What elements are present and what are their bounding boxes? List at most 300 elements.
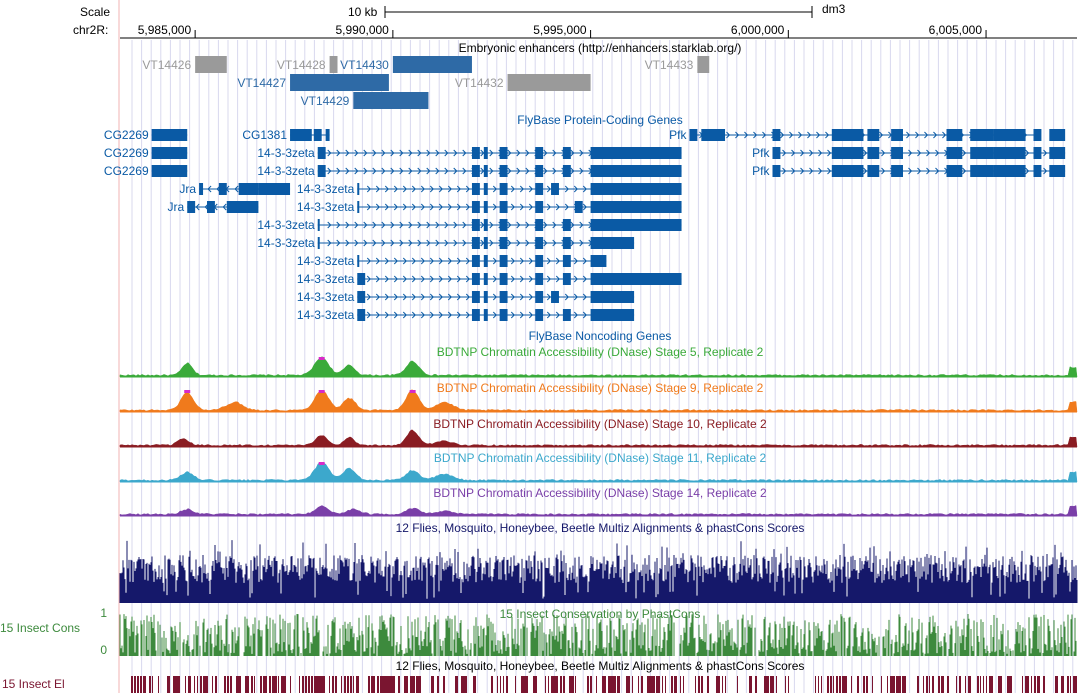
dnase-signal[interactable]: [120, 357, 1077, 378]
gene-exon: [1034, 129, 1042, 141]
conserved-element: [821, 676, 822, 693]
enhancer-label[interactable]: VT14430: [340, 58, 389, 72]
conserved-element: [626, 676, 629, 693]
gene-exon: [500, 183, 508, 195]
noncoding-genes-track-title: FlyBase Noncoding Genes: [528, 329, 672, 343]
conserved-element: [617, 676, 620, 693]
gene-exon: [207, 201, 215, 213]
gene-exon: [500, 219, 508, 231]
gene-label[interactable]: 14-3-3zeta: [296, 200, 355, 214]
gene-exon: [535, 219, 543, 231]
conserved-element: [983, 676, 984, 693]
conserved-element: [956, 676, 957, 693]
gene-exon: [484, 237, 488, 249]
conserved-element: [389, 676, 392, 693]
gene-exon: [227, 201, 259, 213]
conserved-element: [374, 676, 375, 693]
gene-feature[interactable]: [104, 164, 187, 178]
gene-feature[interactable]: [297, 182, 682, 196]
gene-feature[interactable]: [257, 236, 634, 250]
conserved-element: [437, 676, 439, 693]
gene-feature[interactable]: [297, 254, 607, 268]
conserved-element: [872, 676, 873, 693]
gene-exon: [357, 309, 365, 321]
conserved-element: [563, 676, 565, 693]
gene-exon: [314, 129, 322, 141]
gene-exon: [891, 129, 903, 141]
gene-exon: [591, 291, 635, 303]
conserved-element: [230, 676, 232, 693]
gene-exon: [535, 147, 543, 159]
conserved-element: [986, 676, 987, 693]
conserved-element: [917, 676, 919, 693]
conserved-element: [767, 676, 769, 693]
gene-exon: [326, 129, 330, 141]
gene-exon: [535, 255, 543, 267]
gene-exon: [472, 237, 480, 249]
gene-exon: [535, 183, 543, 195]
gene-label[interactable]: CG1381: [242, 128, 288, 142]
conserved-element: [314, 676, 317, 693]
conserved-element: [188, 676, 191, 693]
conserved-element: [281, 676, 284, 693]
conserved-element: [197, 676, 198, 693]
conserved-element: [749, 676, 752, 693]
gene-exon: [591, 237, 635, 249]
conserved-element: [611, 676, 614, 693]
conserved-element: [857, 676, 859, 693]
ruler: [73, 23, 1077, 38]
conserved-element: [353, 676, 354, 693]
conserved-element: [977, 676, 979, 693]
gene-feature[interactable]: [104, 146, 187, 160]
conserved-element: [755, 676, 757, 693]
gene-exon: [773, 165, 781, 177]
gene-label[interactable]: Pfk: [752, 146, 770, 160]
conserved-element: [947, 676, 949, 693]
conserved-element: [215, 676, 217, 693]
gene-exon: [472, 165, 480, 177]
gene-exon: [500, 273, 508, 285]
gene-exon: [1049, 165, 1065, 177]
conserved-element: [407, 676, 408, 693]
gene-exon: [318, 165, 326, 177]
conserved-element: [377, 676, 379, 693]
conserved-element: [455, 676, 458, 693]
gene-exon: [575, 201, 583, 213]
conserved-element: [560, 676, 562, 693]
gene-exon: [535, 273, 543, 285]
gene-feature[interactable]: [242, 128, 329, 142]
conserved-element: [212, 676, 213, 693]
gene-exon: [500, 237, 508, 249]
conserved-element: [350, 676, 352, 693]
conserved-element: [941, 676, 944, 693]
gene-exon: [591, 309, 635, 321]
conserved-element: [851, 676, 852, 693]
conserved-element: [1073, 676, 1076, 693]
conserved-element: [557, 676, 558, 693]
enhancer-label[interactable]: VT14433: [644, 58, 694, 72]
gene-exon: [832, 165, 864, 177]
gene-exon: [970, 165, 994, 177]
gene-label[interactable]: Pfk: [752, 164, 770, 178]
conserved-element: [785, 676, 786, 693]
gene-feature[interactable]: [257, 146, 681, 160]
gene-exon: [318, 219, 320, 231]
dnase-signal[interactable]: [120, 463, 1077, 482]
gene-exon: [357, 273, 365, 285]
scale-size: 10 kb: [348, 5, 378, 19]
gene-exon: [1034, 165, 1042, 177]
gene-feature[interactable]: [257, 218, 681, 232]
conserved-element: [149, 676, 151, 693]
gene-exon: [484, 165, 488, 177]
conserved-element: [473, 676, 476, 693]
gene-exon: [239, 183, 259, 195]
gene-label[interactable]: Jra: [179, 182, 197, 196]
conserved-element: [605, 676, 606, 693]
conserved-element: [332, 676, 334, 693]
conserved-element: [335, 676, 337, 693]
gene-exon: [947, 147, 963, 159]
gene-exon: [152, 129, 188, 141]
ruler-tick-label: 5,990,000: [335, 23, 389, 37]
gene-exon: [591, 273, 682, 285]
conserved-element: [371, 676, 374, 693]
conserved-element: [905, 676, 906, 693]
conserved-element: [701, 676, 703, 693]
conserved-element: [1037, 676, 1040, 693]
gene-exon: [563, 237, 571, 249]
conserved-element: [140, 676, 142, 693]
conserved-element: [410, 676, 413, 693]
conserved-element: [554, 676, 557, 693]
conserved-element: [143, 676, 146, 693]
conserved-element: [887, 676, 888, 693]
conserved-element: [998, 676, 1001, 693]
multiz-track-title: 12 Flies, Mosquito, Honeybee, Beetle Multiz Alignments & phastCons Scores: [395, 521, 805, 535]
gene-exon: [500, 165, 508, 177]
conserved-element: [179, 676, 180, 693]
gene-exon: [591, 255, 607, 267]
conserved-element: [329, 676, 330, 693]
conserved-element: [965, 676, 966, 693]
gene-exon: [500, 309, 508, 321]
ruler-tick-label: 6,005,000: [928, 23, 983, 37]
gene-exon: [701, 129, 725, 141]
conserved-element: [665, 676, 666, 693]
enhancer-label[interactable]: VT14426: [142, 58, 192, 72]
gene-exon: [551, 183, 559, 195]
conserved-element: [236, 676, 239, 693]
conserved-element: [773, 676, 774, 693]
conserved-element: [1010, 676, 1012, 693]
gene-exon: [535, 309, 543, 321]
gene-exon: [484, 309, 488, 321]
gene-label[interactable]: 14-3-3zeta: [296, 254, 355, 268]
gene-exon: [500, 291, 508, 303]
gene-exon: [318, 147, 326, 159]
conserved-element: [788, 676, 789, 693]
conserved-element: [272, 676, 275, 693]
enhancer-block[interactable]: [508, 74, 591, 91]
enhancers-track[interactable]: [142, 56, 709, 109]
gene-exon: [318, 237, 320, 249]
gene-feature[interactable]: [168, 200, 259, 214]
conserved-element: [653, 676, 655, 693]
conserved-element: [548, 676, 549, 693]
gene-exon: [472, 201, 480, 213]
conserved-element: [461, 676, 464, 693]
gene-exon: [832, 129, 864, 141]
dnase-track-title: BDTNP Chromatin Accessibility (DNase) Stage 10, Replicate 2: [433, 417, 767, 431]
gene-exon: [891, 165, 903, 177]
gene-exon: [563, 165, 571, 177]
gene-label[interactable]: 14-3-3zeta: [296, 182, 355, 196]
conserved-element: [572, 676, 574, 693]
conserved-element: [200, 676, 202, 693]
gene-label[interactable]: Jra: [167, 200, 185, 214]
gene-exon: [947, 129, 963, 141]
conserved-element: [356, 676, 359, 693]
conserved-element: [656, 676, 659, 693]
enhancer-block[interactable]: [353, 92, 428, 109]
gene-label[interactable]: 14-3-3zeta: [296, 290, 355, 304]
gene-exon: [187, 201, 195, 213]
conserved-element: [716, 676, 719, 693]
conserved-element: [1055, 676, 1058, 693]
gene-feature[interactable]: [752, 146, 1065, 160]
conserved-element: [683, 676, 684, 693]
conserved-element: [416, 676, 419, 693]
conserved-element: [671, 676, 673, 693]
conserved-element: [1028, 676, 1029, 693]
conserved-element: [311, 676, 313, 693]
conserved-element: [383, 676, 386, 693]
gene-exon: [970, 129, 994, 141]
dnase-signal[interactable]: [120, 430, 1077, 447]
gene-feature[interactable]: [179, 182, 290, 196]
gene-exon: [472, 183, 480, 195]
conserved-element: [245, 676, 248, 693]
gene-exon: [290, 129, 312, 141]
conserved-element: [1001, 676, 1002, 693]
gene-exon: [152, 165, 188, 177]
enhancer-block[interactable]: [290, 74, 389, 91]
conserved-element: [896, 676, 899, 693]
phastcons-track-title: 15 Insect Conservation by PhastCons: [499, 607, 701, 621]
enhancer-label[interactable]: VT14428: [276, 58, 326, 72]
conserved-element: [521, 676, 524, 693]
conserved-element: [137, 676, 139, 693]
conserved-element: [368, 676, 370, 693]
conserved-element: [602, 676, 605, 693]
conserved-element: [992, 676, 993, 693]
enhancer-block[interactable]: [697, 56, 709, 73]
gene-feature[interactable]: [297, 200, 682, 214]
scale-label: Scale: [80, 5, 111, 19]
gene-label[interactable]: CG2269: [103, 146, 149, 160]
enhancer-block[interactable]: [195, 56, 227, 73]
conserved-element: [932, 676, 934, 693]
multiz-track[interactable]: [120, 540, 1077, 603]
gene-exon: [994, 129, 1026, 141]
enhancer-label[interactable]: VT14427: [237, 76, 287, 90]
conserved-element: [278, 676, 279, 693]
elements-track[interactable]: [131, 676, 1077, 693]
gene-exon: [152, 147, 188, 159]
gene-exon: [357, 183, 359, 195]
conserved-element: [842, 676, 845, 693]
gene-exon: [357, 255, 359, 267]
dnase-tracks[interactable]: [120, 345, 1077, 516]
gene-exon: [484, 291, 488, 303]
conserved-element: [497, 676, 498, 693]
conserved-element: [659, 676, 660, 693]
gene-exon: [563, 273, 571, 285]
conserved-element: [413, 676, 415, 693]
conserved-element: [866, 676, 868, 693]
conserved-element: [638, 676, 639, 693]
gene-label[interactable]: CG2269: [103, 164, 149, 178]
dnase-signal[interactable]: [120, 506, 1077, 517]
conserved-element: [167, 676, 170, 693]
conserved-element: [308, 676, 310, 693]
gene-label[interactable]: 14-3-3zeta: [257, 236, 315, 250]
gene-exon: [773, 147, 781, 159]
gene-label[interactable]: 14-3-3zeta: [257, 146, 315, 160]
conserved-element: [698, 676, 700, 693]
gene-exon: [591, 201, 682, 213]
conserved-element: [776, 676, 777, 693]
gene-exon: [357, 291, 365, 303]
conserved-element: [569, 676, 572, 693]
conserved-element: [839, 676, 841, 693]
conserved-element: [545, 676, 546, 693]
conserved-element: [185, 676, 186, 693]
conserved-element: [284, 676, 286, 693]
conserved-element: [587, 676, 589, 693]
conserved-element: [431, 676, 434, 693]
conserved-element: [722, 676, 723, 693]
conserved-element: [707, 676, 709, 693]
conserved-element: [836, 676, 838, 693]
conserved-element: [503, 676, 504, 693]
conserved-element: [926, 676, 928, 693]
conserved-element: [632, 676, 633, 693]
gene-label[interactable]: Pfk: [669, 128, 687, 142]
conserved-element: [1022, 676, 1023, 693]
phastcons-max-label: 1: [100, 606, 107, 620]
gene-exon: [970, 147, 994, 159]
conserved-element: [419, 676, 421, 693]
enhancer-label[interactable]: VT14429: [300, 94, 350, 108]
conserved-element: [269, 676, 271, 693]
conserved-element: [227, 676, 229, 693]
gene-label[interactable]: 14-3-3zeta: [257, 218, 315, 232]
conserved-element: [524, 676, 527, 693]
scale-bar: [80, 2, 846, 19]
conserved-element: [641, 676, 643, 693]
gene-exon: [472, 255, 480, 267]
conserved-element: [1070, 676, 1071, 693]
conserved-element: [536, 676, 537, 693]
gene-exon: [535, 165, 543, 177]
gene-feature[interactable]: [669, 128, 1065, 142]
gene-exon: [1049, 129, 1065, 141]
gene-exon: [500, 255, 508, 267]
gene-feature[interactable]: [104, 128, 187, 142]
conserved-element: [341, 676, 342, 693]
gene-exon: [591, 219, 682, 231]
enhancer-block[interactable]: [330, 56, 338, 73]
conserved-element: [815, 676, 816, 693]
conserved-element: [923, 676, 924, 693]
conserved-element: [134, 676, 136, 693]
conserved-element: [827, 676, 829, 693]
conserved-element: [680, 676, 681, 693]
gene-exon: [484, 255, 488, 267]
dnase-track-title: BDTNP Chromatin Accessibility (DNase) Stage 9, Replicate 2: [436, 381, 764, 395]
conserved-element: [674, 676, 677, 693]
gene-exon: [484, 201, 488, 213]
conserved-element: [893, 676, 895, 693]
gene-label[interactable]: 14-3-3zeta: [296, 272, 355, 286]
conserved-element: [266, 676, 267, 693]
gene-exon: [258, 183, 290, 195]
conserved-element: [173, 676, 176, 693]
conserved-element: [890, 676, 893, 693]
conserved-element: [302, 676, 304, 693]
gene-feature[interactable]: [297, 272, 682, 286]
conserved-element: [320, 676, 323, 693]
conserved-element: [1025, 676, 1028, 693]
conserved-element: [938, 676, 940, 693]
conserved-element: [254, 676, 255, 693]
enhancer-block[interactable]: [393, 56, 472, 73]
gene-exon: [484, 147, 488, 159]
gene-label[interactable]: 14-3-3zeta: [257, 164, 315, 178]
enhancer-label[interactable]: VT14432: [454, 76, 504, 90]
gene-exon: [563, 147, 571, 159]
gene-exon: [1034, 147, 1042, 159]
ruler-tick-label: 5,985,000: [137, 23, 192, 37]
conserved-element: [392, 676, 395, 693]
conserved-element: [881, 676, 882, 693]
conserved-element: [818, 676, 819, 693]
gene-exon: [472, 309, 480, 321]
gene-exon: [472, 219, 480, 231]
gene-exon: [563, 309, 571, 321]
clipped-peak-marker: [184, 390, 190, 393]
dnase-track-title: BDTNP Chromatin Accessibility (DNase) Stage 14, Replicate 2: [433, 486, 767, 500]
conserved-element: [290, 676, 291, 693]
gene-exon: [500, 201, 508, 213]
conserved-element: [590, 676, 592, 693]
conserved-element: [737, 676, 738, 693]
gene-exon: [484, 273, 488, 285]
gene-label[interactable]: 14-3-3zeta: [296, 308, 355, 322]
gene-feature[interactable]: [752, 164, 1065, 178]
gene-exon: [563, 219, 571, 231]
conserved-element: [500, 676, 501, 693]
gene-label[interactable]: CG2269: [103, 128, 149, 142]
conserved-element: [305, 676, 307, 693]
conserved-element: [929, 676, 930, 693]
coding-genes-track[interactable]: [104, 128, 1065, 322]
gene-feature[interactable]: [257, 164, 681, 178]
